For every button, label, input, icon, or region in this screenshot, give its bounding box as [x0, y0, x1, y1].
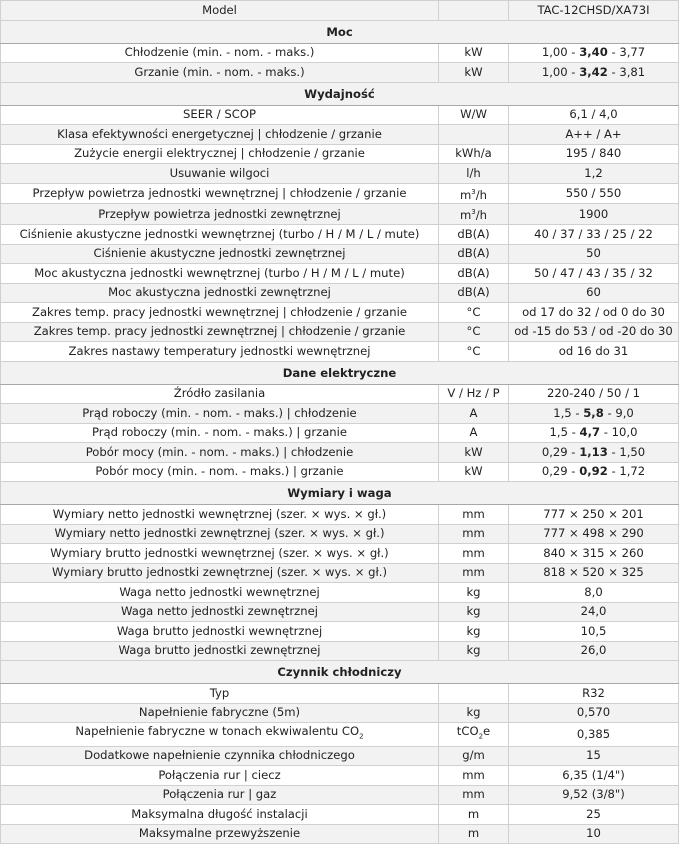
header-row	[1, 1, 679, 21]
table-row: Typ R32	[1, 684, 679, 704]
table-row: Klasa efektywności energetycznej | chłodzenie / grzanie A++ / A+	[1, 125, 679, 145]
table-row: Zakres temp. pracy jednostki wewnętrznej | chłodzenie / grzanie °C od 17 do 32 / od 0 do 30	[1, 303, 679, 323]
table-row: Maksymalne przewyższenie m 10	[1, 824, 679, 844]
header-label: Model	[1, 1, 439, 21]
table-row: Ciśnienie akustyczne jednostki wewnętrznej (turbo / H / M / L / mute) dB(A) 40 / 37 / 33 / 25 / 22	[1, 225, 679, 245]
table-row: Maksymalna długość instalacji m 25	[1, 805, 679, 825]
table-row: Grzanie (min. - nom. - maks.) kW 1,00 - 3,42 - 3,81	[1, 63, 679, 83]
table-row: Chłodzenie (min. - nom. - maks.) kW 1,00 - 3,40 - 3,77	[1, 43, 679, 63]
table-row: Połączenia rur | ciecz mm 6,35 (1/4")	[1, 766, 679, 786]
table-row: Źródło zasilania V / Hz / P 220-240 / 50 / 1	[1, 384, 679, 404]
table-row: Przepływ powietrza jednostki zewnętrznej $m^3/h$ 1900	[1, 204, 679, 225]
table-row: Prąd roboczy (min. - nom. - maks.) | chłodzenie A 1,5 - 5,8 - 9,0	[1, 404, 679, 424]
table-row: Moc akustyczna jednostki wewnętrznej (turbo / H / M / L / mute) dB(A) 50 / 47 / 43 / 35 / 32	[1, 264, 679, 284]
table-row: Napełnienie fabryczne w tonach ekwiwalentu $CO_2$ tCO$_2$e 0,385	[1, 723, 679, 746]
table-row: Wymiary netto jednostki wewnętrznej (szer. × wys. × gł.) mm 777 × 250 × 201	[1, 505, 679, 525]
table-row: Napełnienie fabryczne (5m) kg 0,570	[1, 703, 679, 723]
table-row: Waga brutto jednostki wewnętrznej kg 10,5	[1, 622, 679, 642]
table-row: SEER / SCOP W/W 6,1 / 4,0	[1, 105, 679, 125]
table-row: Wymiary netto jednostki zewnętrznej (szer. × wys. × gł.) mm 777 × 498 × 290	[1, 524, 679, 544]
section-czynnik: Czynnik chłodniczy	[1, 661, 679, 684]
table-row: Moc akustyczna jednostki zewnętrznej dB(A) 60	[1, 283, 679, 303]
table-row: Dodatkowe napełnienie czynnika chłodniczego g/m 15	[1, 746, 679, 766]
model-name: TAC-12CHSD/XA73I	[509, 1, 679, 21]
section-wydajnosc: Wydajność	[1, 82, 679, 105]
table-row: Zakres temp. pracy jednostki zewnętrznej | chłodzenie / grzanie °C od -15 do 53 / od -20 do 30	[1, 322, 679, 342]
table-row: Waga brutto jednostki zewnętrznej kg 26,0	[1, 641, 679, 661]
table-row: Waga netto jednostki zewnętrznej kg 24,0	[1, 602, 679, 622]
table-row: Połączenia rur | gaz mm 9,52 (3/8")	[1, 785, 679, 805]
table-row: Usuwanie wilgoci l/h 1,2	[1, 164, 679, 184]
table-row: Zakres nastawy temperatury jednostki wewnętrznej °C od 16 do 31	[1, 342, 679, 362]
table-row: Przepływ powietrza jednostki wewnętrznej | chłodzenie / grzanie $m^3/h$ 550 / 550	[1, 183, 679, 204]
table-row: Wymiary brutto jednostki zewnętrznej (szer. × wys. × gł.) mm 818 × 520 × 325	[1, 563, 679, 583]
table-row: Ciśnienie akustyczne jednostki zewnętrznej dB(A) 50	[1, 244, 679, 264]
section-moc: Moc	[1, 20, 679, 43]
table-row: Zużycie energii elektrycznej | chłodzenie / grzanie kWh/a 195 / 840	[1, 144, 679, 164]
section-wymiary: Wymiary i waga	[1, 482, 679, 505]
table-row: Pobór mocy (min. - nom. - maks.) | grzanie kW 0,29 - 0,92 - 1,72	[1, 462, 679, 482]
table-row: Prąd roboczy (min. - nom. - maks.) | grzanie A 1,5 - 4,7 - 10,0	[1, 423, 679, 443]
table-row: Waga netto jednostki wewnętrznej kg 8,0	[1, 583, 679, 603]
table-row: Wymiary brutto jednostki wewnętrznej (szer. × wys. × gł.) mm 840 × 315 × 260	[1, 544, 679, 564]
table-row: Pobór mocy (min. - nom. - maks.) | chłodzenie kW 0,29 - 1,13 - 1,50	[1, 443, 679, 463]
section-elektryczne: Dane elektryczne	[1, 361, 679, 384]
